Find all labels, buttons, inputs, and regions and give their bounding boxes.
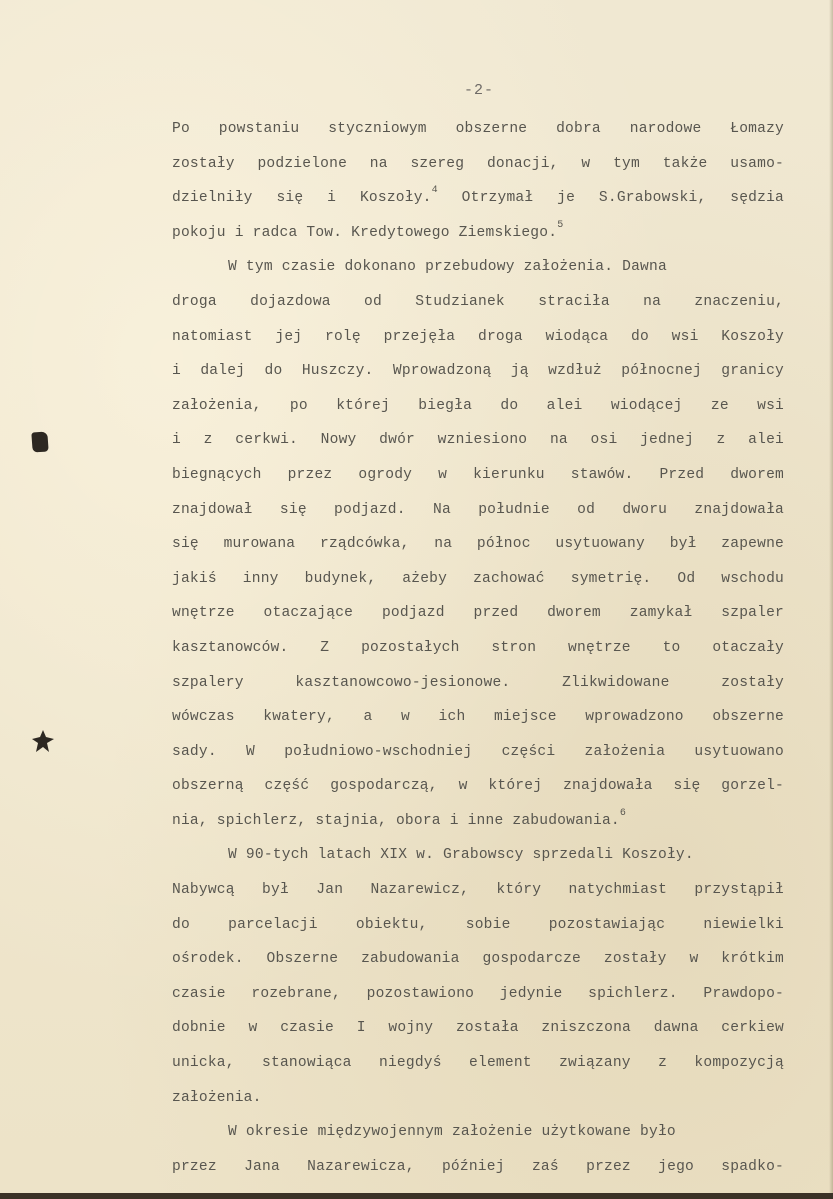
punch-hole-mark [31,431,48,452]
text-line [172,112,784,147]
text-line [172,562,784,597]
typed-text-block [172,112,784,1184]
text-line [172,216,784,251]
text-line [172,320,784,355]
text-line-content: dobnie w czasie I wojny została zniszczona dawna cerkiew [172,1020,784,1037]
text-line-content: czasie rozebrane, pozostawiono jedynie spichlerz. Prawdopo- [172,985,784,1002]
text-line-content: się murowana rządcówka, na północ usytuowany był zapewne [172,536,784,553]
text-line [172,700,784,735]
text-line-content: założenia, po której biegła do alei wiodącej ze wsi [172,397,784,414]
text-line-content: przez Jana Nazarewicza, później zaś przez jego spadko- [172,1158,784,1175]
text-line [172,181,784,216]
text-line [172,804,784,839]
text-line-content: wnętrze otaczające podjazd przed dworem zamykał szpaler [172,605,784,622]
text-line [172,666,784,701]
text-line [172,1150,784,1185]
text-line-content: ośrodek. Obszerne zabudowania gospodarcze zostały w krótkim [172,951,784,968]
text-line-content: sady. W południowo-wschodniej części założenia usytuowano [172,743,784,760]
text-line-content: znajdował się podjazd. Na południe od dworu znajdowała [172,501,784,518]
page-number: -2- [464,82,495,99]
text-line [172,735,784,770]
text-line-content: szpalery kasztanowcowo-jesionowe. Zlikwidowane zostały [172,674,784,691]
text-line [172,458,784,493]
text-line-content: nia, spichlerz, stajnia, obora i inne zabudowania. [172,812,620,829]
text-line-content: natomiast jej rolę przejęła droga wiodąca do wsi Koszoły [172,328,784,345]
text-line [172,908,784,943]
text-line [172,977,784,1012]
text-line [172,942,784,977]
page-edge-shadow [829,0,833,1199]
text-line-content: Otrzymał je S.Grabowski, sędzia [437,190,784,207]
text-line [172,147,784,182]
text-line [172,769,784,804]
text-line-content: W tym czasie dokonano przebudowy założenia. Dawna [228,259,667,276]
text-line [172,527,784,562]
text-line [172,1115,784,1150]
text-line [172,1011,784,1046]
text-line-content: dzielniły się i Koszoły. [172,190,432,207]
text-line-content: i z cerkwi. Nowy dwór wzniesiono na osi jednej z alei [172,432,784,449]
text-line [172,596,784,631]
footnote-reference: 5 [557,219,564,231]
text-line [172,493,784,528]
punch-hole-mark [30,728,56,754]
text-line-content: do parcelacji obiektu, sobie pozostawiając niewielki [172,916,784,933]
page-bottom-edge [0,1193,833,1199]
text-line [172,1046,784,1081]
text-line-content: założenia. [172,1089,262,1106]
text-line-content: unicka, stanowiąca niegdyś element związany z kompozycją [172,1055,784,1072]
text-line-content: jakiś inny budynek, ażeby zachować symetrię. Od wschodu [172,570,784,587]
text-line [172,285,784,320]
text-line-content: Po powstaniu styczniowym obszerne dobra narodowe Łomazy [172,121,784,137]
text-line [172,873,784,908]
text-line [172,1081,784,1116]
text-line-content: Nabywcą był Jan Nazarewicz, który natychmiast przystąpił [172,882,784,899]
text-line-content: obszerną część gospodarczą, w której znajdowała się gorzel- [172,778,784,795]
text-line-content: W okresie międzywojennym założenie użytkowane było [228,1124,676,1141]
text-line-content: pokoju i radca Tow. Kredytowego Ziemskiego. [172,224,558,241]
text-line-content: droga dojazdowa od Studzianek straciła na znaczeniu, [172,293,784,310]
text-line [172,250,784,285]
text-line-content: biegnących przez ogrody w kierunku stawów. Przed dworem [172,466,784,483]
text-line [172,631,784,666]
text-line-content: W 90-tych latach XIX w. Grabowscy sprzedali Koszoły. [228,847,694,864]
text-line-content: zostały podzielone na szereg donacji, w tym także usamo- [172,155,784,172]
text-line-content: kasztanowców. Z pozostałych stron wnętrze to otaczały [172,639,784,656]
text-line-content: wówczas kwatery, a w ich miejsce wprowadzono obszerne [172,709,784,726]
footnote-reference: 6 [619,807,627,819]
text-line [172,838,784,873]
text-line [172,354,784,389]
text-line-content: i dalej do Huszczy. Wprowadzoną ją wzdłuż północnej granicy [172,363,784,380]
footnote-reference: 4 [431,185,438,197]
text-line [172,423,784,458]
text-line [172,389,784,424]
